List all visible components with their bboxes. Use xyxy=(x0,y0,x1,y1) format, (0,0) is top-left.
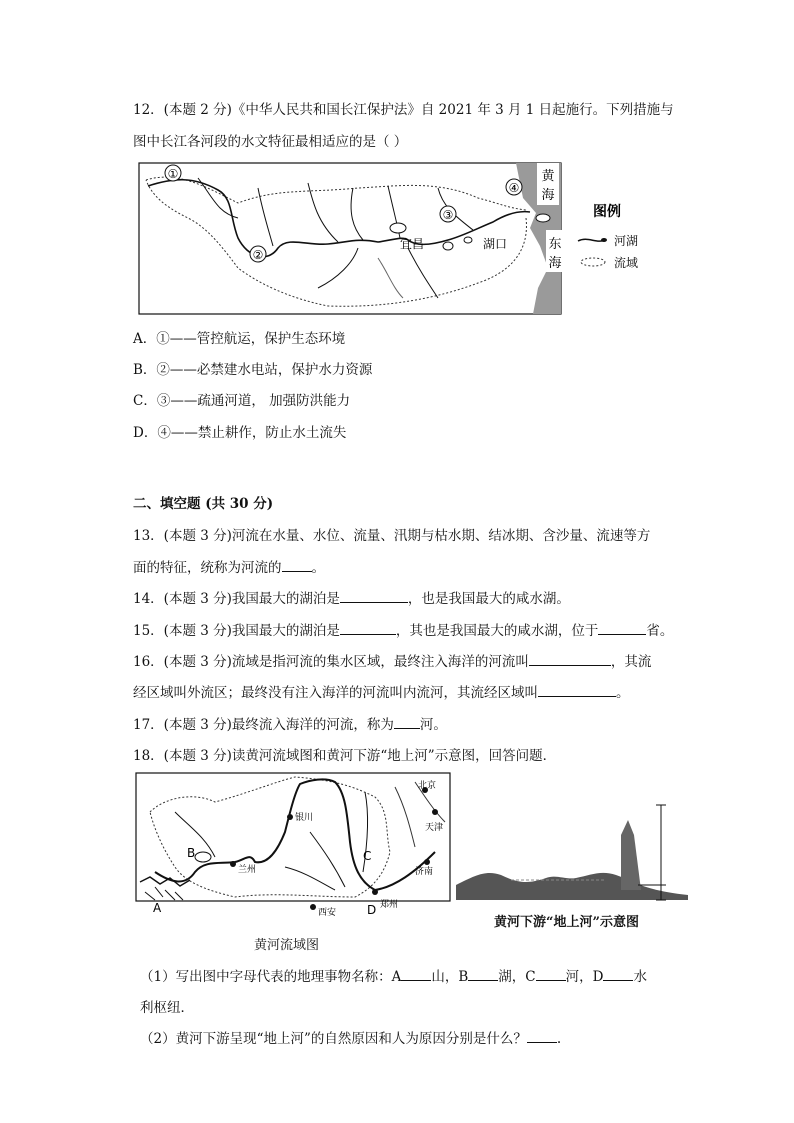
label-hai-yellow: 海 xyxy=(541,188,555,203)
legend-title: 图例 xyxy=(593,204,621,220)
q18-blank-c[interactable] xyxy=(536,967,566,981)
label-hai-east: 海 xyxy=(548,256,562,271)
q18-sub2-line: （2）黄河下游呈现“地上河”的自然原因和人为原因分别是什么？ . xyxy=(140,1031,562,1047)
marker-1: ① xyxy=(167,167,179,181)
city-yinchuan: 银川 xyxy=(295,813,314,823)
q12-option-b: B．②——必禁建水电站，保护水力资源 xyxy=(133,362,373,378)
section-heading: 二、填空题 (共 30 分) xyxy=(133,496,274,512)
q14-line: 14．(本题 3 分)我国最大的湖泊是 ，也是我国最大的咸水湖。 xyxy=(133,591,570,607)
q13-line2: 面的特征，统称为河流的 。 xyxy=(133,560,325,576)
marker-4: ④ xyxy=(508,181,520,195)
q12-stem-line1: 12．(本题 2 分)《中华人民共和国长江保护法》自 2021 年 3 月 1 日起施行。下列措施与 xyxy=(133,102,674,118)
city-zhengzhou: 郑州 xyxy=(380,900,399,910)
profile-caption: 黄河下游“地上河”示意图 xyxy=(494,915,639,930)
label-yichang: 宜昌 xyxy=(400,237,425,251)
q13-line1: 13．(本题 3 分)河流在水量、水位、流量、汛期与枯水期、结冰期、含沙量、流速等方 xyxy=(133,528,651,544)
q18-sub1-line1: （1）写出图中字母代表的地理事物名称：A 山，B 湖，C 河，D 水 xyxy=(140,969,647,985)
letter-a: A xyxy=(153,901,162,915)
city-lanzhou: 兰州 xyxy=(238,865,257,875)
q12-stem-line2: 图中长江各河段的水文特征最相适应的是（ ） xyxy=(133,134,408,150)
yellow-river-basin-map xyxy=(135,772,453,934)
q18-blank-a[interactable] xyxy=(401,967,431,981)
letter-d: D xyxy=(367,903,377,917)
marker-3: ③ xyxy=(442,208,454,222)
q15-line: 15．(本题 3 分)我国最大的湖泊是 ，其也是我国最大的咸水湖，位于 省。 xyxy=(133,623,674,639)
q18-intro: 18．(本题 3 分)读黄河流域图和黄河下游“地上河”示意图，回答问题． xyxy=(133,748,557,764)
q16-line2: 经区域叫外流区；最终没有注入海洋的河流叫内流河，其流经区域叫 。 xyxy=(133,685,630,701)
letter-c: C xyxy=(363,849,372,863)
q18-blank-2[interactable] xyxy=(527,1029,557,1043)
legend-river: 河湖 xyxy=(614,234,639,248)
q15-blank-2[interactable] xyxy=(598,621,646,635)
label-hukou: 湖口 xyxy=(483,237,508,251)
label-dong: 东 xyxy=(548,237,562,252)
q16-line1: 16．(本题 3 分)流域是指河流的集水区域，最终注入海洋的河流叫 ，其流 xyxy=(133,654,652,670)
q16-blank-2[interactable] xyxy=(538,683,616,697)
city-jinan: 济南 xyxy=(415,867,434,877)
label-huang: 黄 xyxy=(541,169,555,184)
q16-blank-1[interactable] xyxy=(529,652,611,666)
legend-basin: 流域 xyxy=(614,256,639,270)
q17-blank[interactable] xyxy=(394,715,420,729)
q12-option-a: A．①——管控航运，保护生态环境 xyxy=(133,331,346,347)
q17-line: 17．(本题 3 分)最终流入海洋的河流，称为 河。 xyxy=(133,717,447,733)
yangtze-river-map xyxy=(138,158,658,320)
above-ground-river-profile xyxy=(456,800,688,912)
q12-option-d: D．④——禁止耕作，防止水土流失 xyxy=(133,425,347,441)
city-xian: 西安 xyxy=(318,908,337,918)
q13-blank[interactable] xyxy=(282,558,312,572)
q15-blank-1[interactable] xyxy=(340,621,396,635)
city-tianjin: 天津 xyxy=(425,823,444,833)
city-beijing: 北京 xyxy=(418,781,437,791)
letter-b: B xyxy=(187,846,196,860)
q12-option-c: C．③——疏通河道， 加强防洪能力 xyxy=(133,393,351,409)
q18-blank-d[interactable] xyxy=(603,967,633,981)
q14-blank[interactable] xyxy=(340,589,408,603)
basin-map-caption: 黄河流域图 xyxy=(254,938,320,953)
q18-sub1-line2: 利枢纽． xyxy=(140,1000,194,1016)
q18-blank-b[interactable] xyxy=(468,967,498,981)
marker-2: ② xyxy=(252,248,264,262)
